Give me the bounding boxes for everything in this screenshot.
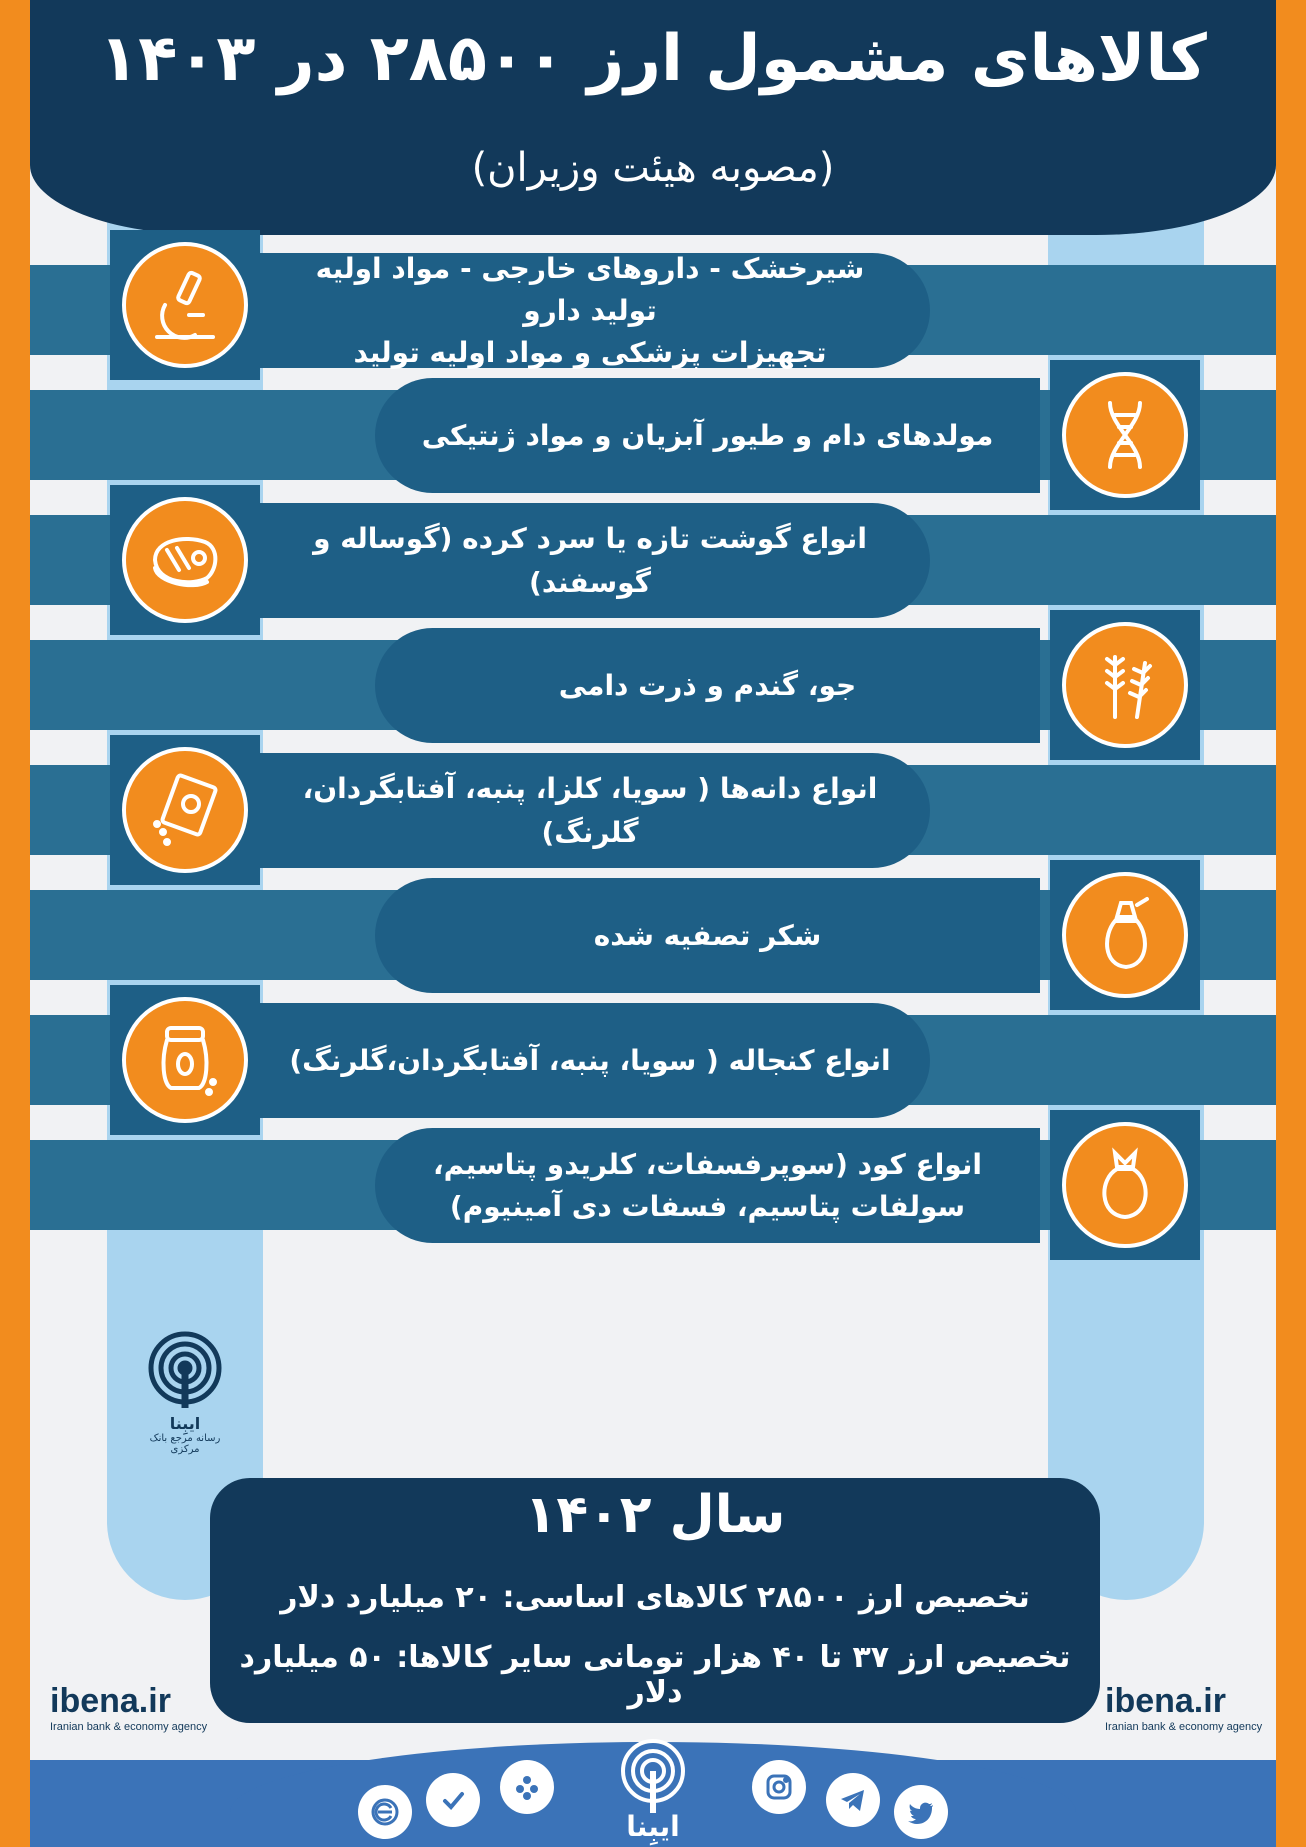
icon-box-4	[1050, 610, 1200, 760]
check-icon[interactable]	[426, 1773, 480, 1827]
aparat-icon[interactable]	[500, 1760, 554, 1814]
summary-line-1: تخصیص ارز ۲۸۵۰۰ کالاهای اساسی: ۲۰ میلیارد دلار	[280, 1580, 1030, 1615]
icon-box-5	[110, 735, 260, 885]
icon-box-6	[1050, 860, 1200, 1010]
icon-circle-7	[122, 997, 248, 1123]
item-5: انواع دانه‌ها ( سویا، کلزا، پنبه، آفتابگردان، گلرنگ)	[250, 753, 930, 868]
fertilizer-bag-icon	[1085, 1145, 1165, 1225]
twitter-icon[interactable]	[894, 1785, 948, 1839]
instagram-icon[interactable]	[752, 1760, 806, 1814]
item-4: جو، گندم و ذرت دامی	[375, 628, 1040, 743]
logo-name: ایبِنا	[169, 1414, 201, 1433]
dna-icon	[1085, 395, 1165, 475]
page-subtitle: (مصوبه هیئت وزیران)	[471, 145, 835, 191]
item-2: مولدهای دام و طیور آبزیان و مواد ژنتیکی	[375, 378, 1040, 493]
footer-brand: ایبِنا	[626, 1810, 680, 1843]
feed-sack-icon	[145, 1020, 225, 1100]
brand-left-domain: ibena.ir	[50, 1682, 171, 1720]
telegram-icon[interactable]	[826, 1773, 880, 1827]
page-title: کالاهای مشمول ارز ۲۸۵۰۰ در ۱۴۰۳	[99, 22, 1207, 96]
meat-icon	[145, 520, 225, 600]
summary-line-2: تخصیص ارز ۳۷ تا ۴۰ هزار تومانی سایر کالاها: ۵۰ میلیارد دلار	[239, 1640, 1071, 1710]
microscope-icon	[145, 265, 225, 345]
icon-box-3	[110, 485, 260, 635]
logo-subtitle: رسانه مرجع بانک مرکزی	[149, 1433, 221, 1455]
icon-circle-8	[1062, 1122, 1188, 1248]
item-1	[250, 253, 930, 368]
item-8-line-2: سولفات پتاسیم، فسفات دی آمینیوم)	[449, 1189, 966, 1223]
brand-left-tag: Iranian bank & economy agency	[50, 1721, 208, 1733]
icon-circle-6	[1062, 872, 1188, 998]
icon-box-1	[110, 230, 260, 380]
icon-circle-2	[1062, 372, 1188, 498]
icon-circle-4	[1062, 622, 1188, 748]
icon-circle-1	[122, 242, 248, 368]
item-8-line-1: انواع کود (سوپرفسفات، کلریدو پتاسیم،	[433, 1147, 982, 1181]
icon-box-2	[1050, 360, 1200, 510]
summary-year: سال ۱۴۰۲	[524, 1485, 786, 1545]
brand-right	[1105, 1682, 1305, 1733]
brand-right-domain: ibena.ir	[1105, 1682, 1226, 1720]
e-icon[interactable]	[358, 1785, 412, 1839]
icon-box-7	[110, 985, 260, 1135]
brand-left	[50, 1682, 250, 1733]
item-8	[375, 1128, 1040, 1243]
ibena-logo	[140, 1330, 230, 1455]
broadcast-logo-icon	[140, 1330, 230, 1410]
wheat-icon	[1085, 645, 1165, 725]
footer-broadcast-icon	[613, 1735, 693, 1815]
seed-pack-icon	[145, 770, 225, 850]
item-1-line-2: تجهیزات پزشکی و مواد اولیه تولید	[353, 335, 827, 369]
item-1-line-1: شیرخشک - داروهای خارجی - مواد اولیه تولید دارو	[315, 251, 865, 327]
footer-logo	[613, 1735, 693, 1815]
item-7: انواع کنجاله ( سویا، پنبه، آفتابگردان،گلرنگ)	[250, 1003, 930, 1118]
icon-box-8	[1050, 1110, 1200, 1260]
icon-circle-5	[122, 747, 248, 873]
sugar-shaker-icon	[1085, 895, 1165, 975]
item-3: انواع گوشت تازه یا سرد کرده (گوساله و گوسفند)	[250, 503, 930, 618]
brand-right-tag: Iranian bank & economy agency	[1105, 1721, 1263, 1733]
item-6: شکر تصفیه شده	[375, 878, 1040, 993]
icon-circle-3	[122, 497, 248, 623]
